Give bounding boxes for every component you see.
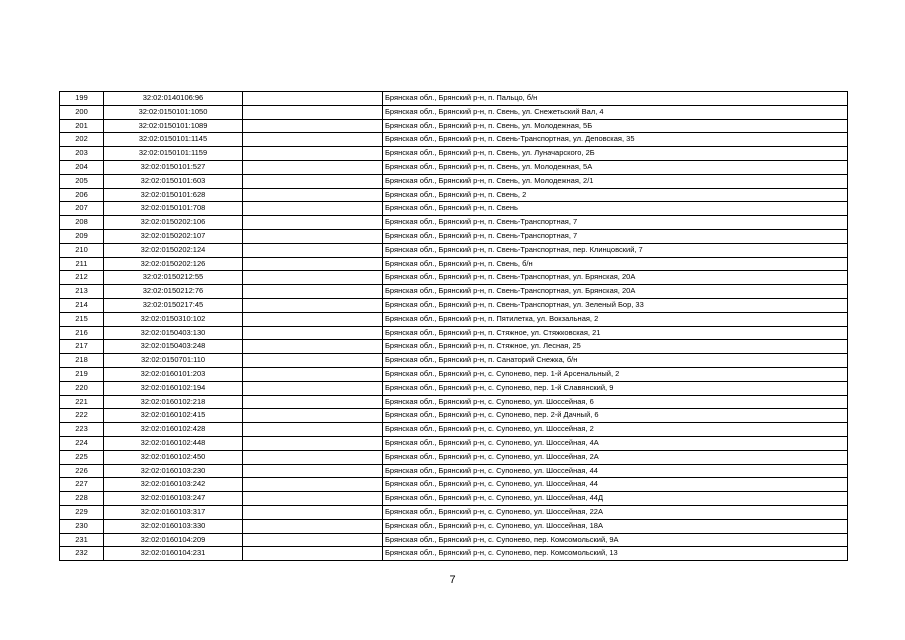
table-row: [60, 133, 848, 147]
row-number-cell: 222: [60, 409, 104, 423]
empty-cell: [243, 160, 383, 174]
cadastral-number-cell: 32:02:0160102:218: [104, 395, 243, 409]
empty-cell: [243, 450, 383, 464]
cadastral-number-cell: 32:02:0150101:1145: [104, 133, 243, 147]
cadastral-number-cell: 32:02:0150101:1089: [104, 119, 243, 133]
empty-cell: [243, 519, 383, 533]
empty-cell: [243, 478, 383, 492]
cadastral-number-cell: 32:02:0140106:96: [104, 92, 243, 106]
empty-cell: [243, 202, 383, 216]
address-cell: Брянская обл., Брянский р-н, п. Свень-Транспортная, ул. Деповская, 35: [383, 133, 848, 147]
table-row: [60, 147, 848, 161]
empty-cell: [243, 326, 383, 340]
table-row: [60, 160, 848, 174]
table-row: [60, 519, 848, 533]
table-row: [60, 450, 848, 464]
address-cell: Брянская обл., Брянский р-н, с. Супонево, пер. 2-й Дачный, 6: [383, 409, 848, 423]
table-row: [60, 547, 848, 561]
address-cell: Брянская обл., Брянский р-н, с. Супонево, пер. 1-й Арсенальный, 2: [383, 367, 848, 381]
table-row: [60, 367, 848, 381]
empty-cell: [243, 547, 383, 561]
registry-table: [59, 91, 848, 561]
table-row: [60, 505, 848, 519]
row-number-cell: 230: [60, 519, 104, 533]
cadastral-number-cell: 32:02:0160103:247: [104, 492, 243, 506]
address-cell: Брянская обл., Брянский р-н, п. Пальцо, б/н: [383, 92, 848, 106]
address-cell: Брянская обл., Брянский р-н, п. Свень-Транспортная, 7: [383, 216, 848, 230]
row-number-cell: 221: [60, 395, 104, 409]
table-row: [60, 202, 848, 216]
row-number-cell: 209: [60, 229, 104, 243]
row-number-cell: 199: [60, 92, 104, 106]
address-cell: Брянская обл., Брянский р-н, п. Свень-Транспортная, ул. Брянская, 20А: [383, 271, 848, 285]
cadastral-number-cell: 32:02:0160103:242: [104, 478, 243, 492]
address-cell: Брянская обл., Брянский р-н, п. Свень: [383, 202, 848, 216]
address-cell: Брянская обл., Брянский р-н, с. Супонево, ул. Шоссейная, 44Д: [383, 492, 848, 506]
address-cell: Брянская обл., Брянский р-н, п. Свень, ул. Молодежная, 2/1: [383, 174, 848, 188]
row-number-cell: 201: [60, 119, 104, 133]
cadastral-number-cell: 32:02:0150202:126: [104, 257, 243, 271]
row-number-cell: 229: [60, 505, 104, 519]
cadastral-number-cell: 32:02:0150701:110: [104, 354, 243, 368]
registry-table-body: [60, 92, 848, 561]
empty-cell: [243, 133, 383, 147]
row-number-cell: 224: [60, 436, 104, 450]
table-row: [60, 188, 848, 202]
address-cell: Брянская обл., Брянский р-н, с. Супонево, ул. Шоссейная, 18А: [383, 519, 848, 533]
empty-cell: [243, 216, 383, 230]
address-cell: Брянская обл., Брянский р-н, п. Санаторий Снежка, б/н: [383, 354, 848, 368]
address-cell: Брянская обл., Брянский р-н, п. Свень, ул. Луначарского, 2Б: [383, 147, 848, 161]
address-cell: Брянская обл., Брянский р-н, п. Свень, б/н: [383, 257, 848, 271]
empty-cell: [243, 492, 383, 506]
empty-cell: [243, 533, 383, 547]
row-number-cell: 228: [60, 492, 104, 506]
row-number-cell: 210: [60, 243, 104, 257]
row-number-cell: 207: [60, 202, 104, 216]
address-cell: Брянская обл., Брянский р-н, с. Супонево, ул. Шоссейная, 4А: [383, 436, 848, 450]
table-row: [60, 229, 848, 243]
table-row: [60, 312, 848, 326]
row-number-cell: 223: [60, 423, 104, 437]
empty-cell: [243, 298, 383, 312]
cadastral-number-cell: 32:02:0150310:102: [104, 312, 243, 326]
empty-cell: [243, 105, 383, 119]
cadastral-number-cell: 32:02:0160103:317: [104, 505, 243, 519]
table-row: [60, 395, 848, 409]
empty-cell: [243, 409, 383, 423]
row-number-cell: 208: [60, 216, 104, 230]
row-number-cell: 204: [60, 160, 104, 174]
table-row: [60, 298, 848, 312]
row-number-cell: 217: [60, 340, 104, 354]
cadastral-number-cell: 32:02:0150202:124: [104, 243, 243, 257]
table-row: [60, 92, 848, 106]
empty-cell: [243, 285, 383, 299]
table-row: [60, 285, 848, 299]
table-row: [60, 492, 848, 506]
empty-cell: [243, 505, 383, 519]
empty-cell: [243, 395, 383, 409]
row-number-cell: 215: [60, 312, 104, 326]
cadastral-number-cell: 32:02:0150217:45: [104, 298, 243, 312]
empty-cell: [243, 464, 383, 478]
table-row: [60, 243, 848, 257]
cadastral-number-cell: 32:02:0150101:1159: [104, 147, 243, 161]
address-cell: Брянская обл., Брянский р-н, с. Супонево, пер. 1-й Славянский, 9: [383, 381, 848, 395]
row-number-cell: 212: [60, 271, 104, 285]
row-number-cell: 231: [60, 533, 104, 547]
address-cell: Брянская обл., Брянский р-н, п. Свень, 2: [383, 188, 848, 202]
row-number-cell: 205: [60, 174, 104, 188]
empty-cell: [243, 257, 383, 271]
address-cell: Брянская обл., Брянский р-н, п. Свень, ул. Молодежная, 5А: [383, 160, 848, 174]
empty-cell: [243, 92, 383, 106]
address-cell: Брянская обл., Брянский р-н, п. Свень, ул. Молодежная, 5Б: [383, 119, 848, 133]
table-row: [60, 326, 848, 340]
row-number-cell: 218: [60, 354, 104, 368]
cadastral-number-cell: 32:02:0150403:248: [104, 340, 243, 354]
empty-cell: [243, 367, 383, 381]
address-cell: Брянская обл., Брянский р-н, с. Супонево, ул. Шоссейная, 6: [383, 395, 848, 409]
address-cell: Брянская обл., Брянский р-н, с. Супонево, ул. Шоссейная, 44: [383, 464, 848, 478]
row-number-cell: 225: [60, 450, 104, 464]
cadastral-number-cell: 32:02:0160102:194: [104, 381, 243, 395]
address-cell: Брянская обл., Брянский р-н, п. Свень-Транспортная, ул. Брянская, 20А: [383, 285, 848, 299]
table-row: [60, 409, 848, 423]
empty-cell: [243, 174, 383, 188]
address-cell: Брянская обл., Брянский р-н, с. Супонево, пер. Комсомольский, 9А: [383, 533, 848, 547]
cadastral-number-cell: 32:02:0150202:107: [104, 229, 243, 243]
address-cell: Брянская обл., Брянский р-н, с. Супонево, пер. Комсомольский, 13: [383, 547, 848, 561]
empty-cell: [243, 340, 383, 354]
table-row: [60, 216, 848, 230]
row-number-cell: 226: [60, 464, 104, 478]
table-row: [60, 271, 848, 285]
table-row: [60, 381, 848, 395]
address-cell: Брянская обл., Брянский р-н, п. Свень-Транспортная, 7: [383, 229, 848, 243]
row-number-cell: 206: [60, 188, 104, 202]
table-row: [60, 119, 848, 133]
cadastral-number-cell: 32:02:0160104:231: [104, 547, 243, 561]
row-number-cell: 219: [60, 367, 104, 381]
address-cell: Брянская обл., Брянский р-н, п. Пятилетка, ул. Вокзальная, 2: [383, 312, 848, 326]
address-cell: Брянская обл., Брянский р-н, с. Супонево, ул. Шоссейная, 22А: [383, 505, 848, 519]
empty-cell: [243, 381, 383, 395]
cadastral-number-cell: 32:02:0150101:628: [104, 188, 243, 202]
table-row: [60, 423, 848, 437]
row-number-cell: 220: [60, 381, 104, 395]
row-number-cell: 213: [60, 285, 104, 299]
cadastral-number-cell: 32:02:0150212:55: [104, 271, 243, 285]
empty-cell: [243, 229, 383, 243]
row-number-cell: 202: [60, 133, 104, 147]
empty-cell: [243, 188, 383, 202]
table-row: [60, 436, 848, 450]
cadastral-number-cell: 32:02:0160102:428: [104, 423, 243, 437]
row-number-cell: 227: [60, 478, 104, 492]
address-cell: Брянская обл., Брянский р-н, п. Стяжное, ул. Лесная, 25: [383, 340, 848, 354]
cadastral-number-cell: 32:02:0150101:527: [104, 160, 243, 174]
table-row: [60, 464, 848, 478]
cadastral-number-cell: 32:02:0150101:603: [104, 174, 243, 188]
table-row: [60, 354, 848, 368]
row-number-cell: 232: [60, 547, 104, 561]
address-cell: Брянская обл., Брянский р-н, с. Супонево, ул. Шоссейная, 2: [383, 423, 848, 437]
cadastral-number-cell: 32:02:0160101:203: [104, 367, 243, 381]
cadastral-number-cell: 32:02:0150202:106: [104, 216, 243, 230]
table-row: [60, 257, 848, 271]
cadastral-number-cell: 32:02:0150403:130: [104, 326, 243, 340]
cadastral-number-cell: 32:02:0150101:708: [104, 202, 243, 216]
empty-cell: [243, 423, 383, 437]
table-row: [60, 533, 848, 547]
cadastral-number-cell: 32:02:0160104:209: [104, 533, 243, 547]
empty-cell: [243, 119, 383, 133]
address-cell: Брянская обл., Брянский р-н, с. Супонево, ул. Шоссейная, 44: [383, 478, 848, 492]
cadastral-number-cell: 32:02:0160102:415: [104, 409, 243, 423]
cadastral-number-cell: 32:02:0160103:230: [104, 464, 243, 478]
empty-cell: [243, 147, 383, 161]
address-cell: Брянская обл., Брянский р-н, п. Свень-Транспортная, пер. Клинцовский, 7: [383, 243, 848, 257]
row-number-cell: 200: [60, 105, 104, 119]
empty-cell: [243, 243, 383, 257]
row-number-cell: 214: [60, 298, 104, 312]
cadastral-number-cell: 32:02:0150101:1050: [104, 105, 243, 119]
table-row: [60, 478, 848, 492]
table-row: [60, 105, 848, 119]
empty-cell: [243, 312, 383, 326]
address-cell: Брянская обл., Брянский р-н, с. Супонево, ул. Шоссейная, 2А: [383, 450, 848, 464]
address-cell: Брянская обл., Брянский р-н, п. Стяжное, ул. Стяжковская, 21: [383, 326, 848, 340]
cadastral-number-cell: 32:02:0150212:76: [104, 285, 243, 299]
row-number-cell: 211: [60, 257, 104, 271]
cadastral-number-cell: 32:02:0160102:448: [104, 436, 243, 450]
empty-cell: [243, 271, 383, 285]
cadastral-number-cell: 32:02:0160103:330: [104, 519, 243, 533]
cadastral-number-cell: 32:02:0160102:450: [104, 450, 243, 464]
row-number-cell: 203: [60, 147, 104, 161]
empty-cell: [243, 354, 383, 368]
address-cell: Брянская обл., Брянский р-н, п. Свень, ул. Снежетьский Вал, 4: [383, 105, 848, 119]
page-number: 7: [449, 574, 456, 586]
row-number-cell: 216: [60, 326, 104, 340]
table-row: [60, 340, 848, 354]
table-row: [60, 174, 848, 188]
address-cell: Брянская обл., Брянский р-н, п. Свень-Транспортная, ул. Зеленый Бор, 33: [383, 298, 848, 312]
empty-cell: [243, 436, 383, 450]
